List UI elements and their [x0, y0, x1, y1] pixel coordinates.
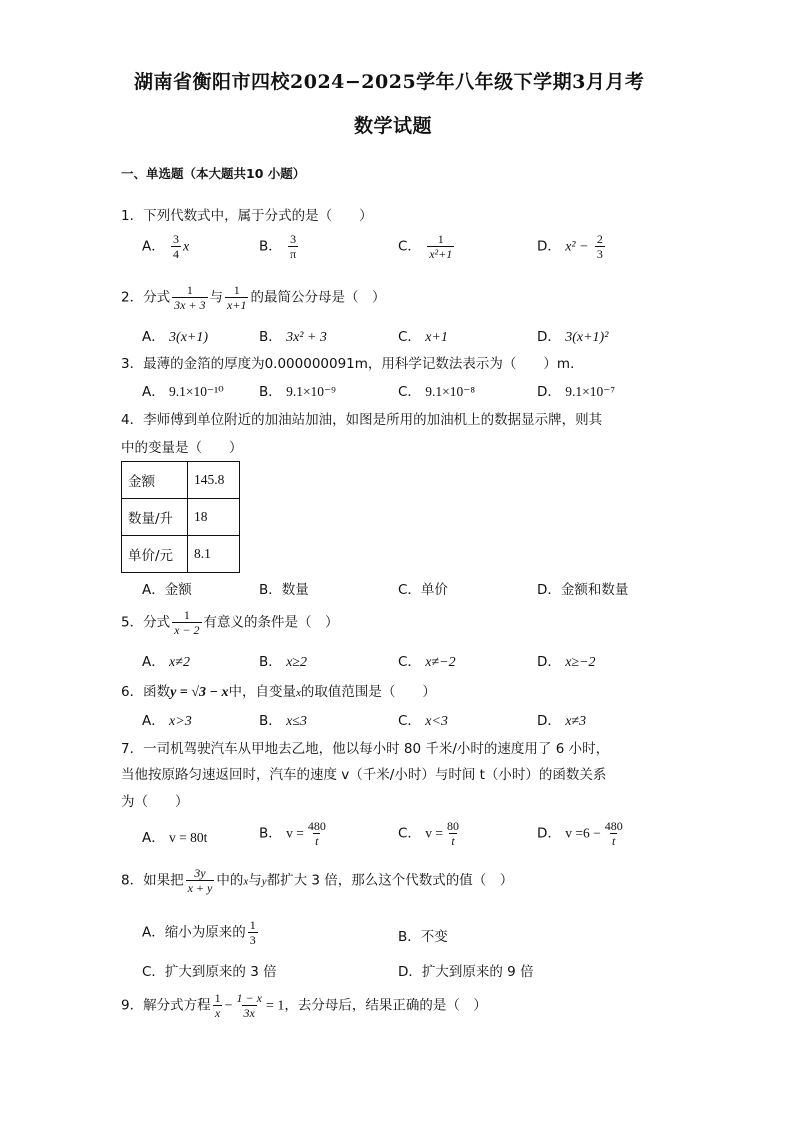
fraction: $\frac{2}{3}$ [596, 232, 603, 261]
question-2-stem: 2．分式 $\frac{1}{3x + 3}$ 与 $\frac{1}{x+1}$ 的最简公分母是（ ） [121, 283, 386, 312]
q6-option-b[interactable]: B． x≤3 [259, 713, 307, 729]
question-7-stem-line2: 当他按原路匀速返回时，汽车的速度 v（千米/小时）与时间 t（小时）的函数关系 [121, 767, 607, 783]
fraction: $\frac{480}{t}$ [604, 819, 623, 848]
fraction: $\frac{1}{x - 2}$ [174, 608, 200, 637]
table-row [122, 499, 240, 536]
q2-option-a[interactable]: A． 3(x+1) [142, 329, 209, 345]
option-letter: A． [142, 238, 165, 255]
q1-option-d[interactable]: D． x² − $\frac{2}{3}$ [537, 232, 603, 261]
fraction: $\frac{3}{\pi}$ [290, 232, 297, 261]
table-cell-label: 数量/升 [122, 499, 188, 536]
q1-option-a[interactable]: A． $\frac{3}{4}$ x [142, 232, 190, 261]
option-letter: B． [259, 238, 282, 255]
q6-option-a[interactable]: A． x>3 [142, 713, 192, 729]
q3-option-a[interactable]: A． 9.1×10⁻¹⁰ [142, 384, 224, 400]
fraction: $\frac{1 - x}{3x}$ [236, 991, 262, 1020]
q6-option-c[interactable]: C． x<3 [398, 713, 448, 729]
fraction: $\frac{1}{\text{x²+1}}$ [429, 232, 453, 261]
q4-option-b[interactable]: B．数量 [259, 582, 309, 598]
q8-option-c[interactable]: C．扩大到原来的 3 倍 [142, 964, 277, 980]
q3-option-b[interactable]: B． 9.1×10⁻⁹ [259, 384, 336, 400]
fraction: $\frac{1}{3}$ [249, 918, 256, 947]
section-heading: 一、单选题（本大题共10 小题） [121, 166, 306, 181]
question-9-stem: 9．解分式方程 $\frac{1}{x}$ − $\frac{1 - x}{3x}$ = 1，去分母后，结果正确的是（ ） [121, 991, 487, 1020]
table-cell-label: 金额 [122, 462, 188, 499]
table-cell-value: 8.1 [188, 536, 240, 573]
q1-option-b[interactable] [259, 232, 300, 261]
q2-option-b[interactable]: B． 3x² + 3 [259, 329, 327, 345]
fraction: $\frac{3y}{x + y}$ [187, 866, 213, 895]
fraction: $\frac{1}{x}$ [214, 991, 221, 1020]
q5-option-a[interactable]: A． x≠2 [142, 654, 190, 670]
question-6-stem: 6．函数y = √3 − x中，自变量x的取值范围是（ ） [121, 684, 436, 700]
question-7-stem-line3: 为（ ） [121, 794, 189, 810]
table-row [122, 536, 240, 573]
fraction: $\frac{480}{t}$ [307, 819, 326, 848]
q7-option-a[interactable]: A． v = 80t [142, 830, 208, 846]
q4-option-d[interactable]: D．金额和数量 [537, 582, 629, 598]
exam-title-line1: 湖南省衡阳市四校2024−2025学年八年级下学期3月月考 [134, 71, 645, 93]
q5-option-b[interactable]: B． x≥2 [259, 654, 307, 670]
table-cell-value: 18 [188, 499, 240, 536]
q8-option-d[interactable]: D．扩大到原来的 9 倍 [398, 964, 534, 980]
q2-option-d[interactable]: D． 3(x+1)² [537, 329, 609, 345]
fraction: $\frac{80}{t}$ [446, 819, 459, 848]
option-letter: D． [537, 238, 561, 255]
question-3-stem: 3．最薄的金箔的厚度为0.000000091m，用科学记数法表示为（ ）m． [121, 356, 584, 372]
q3-option-d[interactable]: D． 9.1×10⁻⁷ [537, 384, 616, 400]
q7-option-c[interactable]: C． v = $\frac{80}{t}$ [398, 819, 459, 848]
table-cell-label: 单价/元 [122, 536, 188, 573]
fraction: $\frac{3}{4}$ [173, 232, 180, 261]
question-7-stem-line1: 7．一司机驾驶汽车从甲地去乙地，他以每小时 80 千米/小时的速度用了 6 小时， [121, 741, 610, 757]
question-1-stem: 1．下列代数式中，属于分式的是（ ） [121, 208, 373, 224]
fraction: $\frac{1}{x+1}$ [227, 283, 247, 312]
q6-option-d[interactable]: D． x≠3 [537, 713, 587, 729]
q7-option-d[interactable]: D． v =6 − $\frac{480}{t}$ [537, 819, 623, 848]
q1-option-c[interactable] [398, 232, 456, 261]
q5-option-c[interactable]: C． x≠−2 [398, 654, 456, 670]
q2-option-c[interactable]: C． x+1 [398, 329, 448, 345]
q4-option-c[interactable]: C．单价 [398, 582, 448, 598]
q5-option-d[interactable]: D． x≥−2 [537, 654, 596, 670]
option-letter: C． [398, 238, 421, 255]
fraction: $\frac{1}{3x + 3}$ [174, 283, 206, 312]
question-8-stem: 8．如果把 $\frac{3y}{x + y}$ 中的x与y都扩大 3 倍，那么这个代数式的值（ ） [121, 866, 514, 895]
q8-option-b[interactable]: B．不变 [398, 929, 448, 945]
question-4-stem-line1: 4．李师傅到单位附近的加油站加油，如图是所用的加油机上的数据显示牌，则其 [121, 412, 603, 428]
q4-option-a[interactable]: A．金额 [142, 582, 192, 598]
q8-option-a[interactable]: A．缩小为原来的 $\frac{1}{3}$ [142, 918, 256, 947]
q7-option-b[interactable]: B． v = $\frac{480}{t}$ [259, 819, 326, 848]
fuel-display-table [121, 461, 240, 573]
q3-option-c[interactable]: C． 9.1×10⁻⁸ [398, 384, 476, 400]
question-4-stem-line2: 中的变量是（ ） [121, 440, 243, 456]
table-row [122, 462, 240, 499]
question-5-stem: 5．分式 $\frac{1}{x - 2}$ 有意义的条件是（ ） [121, 608, 339, 637]
table-cell-value: 145.8 [188, 462, 240, 499]
exam-title-line2: 数学试题 [354, 115, 433, 137]
